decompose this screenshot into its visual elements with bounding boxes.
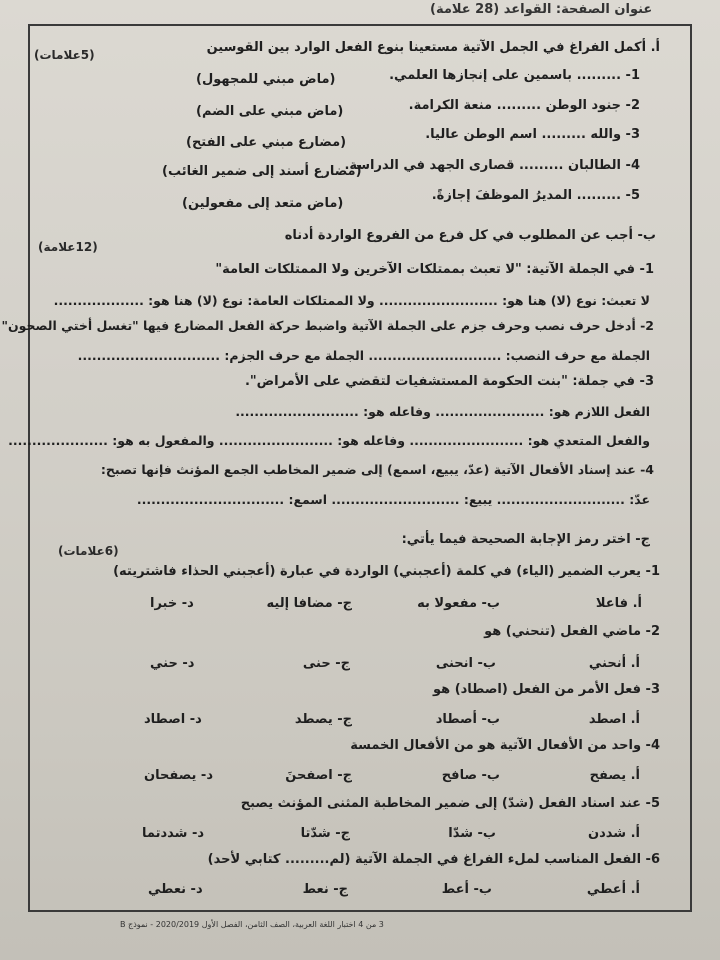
section-a-hint-4: (مضارع أسند إلى ضمير الغائب) <box>162 164 362 179</box>
q5-option-d[interactable]: د- شددتما <box>142 826 205 841</box>
section-b-line-9: عدّ: ........................... يبيع: ........................... اسمع: ............................... <box>136 492 650 507</box>
section-c-question-5: 5- عند اسناد الفعل (شدّ) إلى ضمير المخاطبة المثنى المؤنث يصبح <box>240 796 660 811</box>
page-footer: 3 من 4 اختبار اللغة العربية، الصف الثامن، الفصل الأول 2020/2019 - نموذج B <box>120 920 384 929</box>
section-b-line-7: والفعل المتعدي هو: ........................ وفاعله هو: ........................ والمفعول به هو: ..................... <box>8 433 650 448</box>
q6-option-a[interactable]: أ. أعطي <box>586 882 640 897</box>
section-a-marks: (5علامات) <box>34 48 95 62</box>
q4-option-b[interactable]: ب- صافح <box>441 768 500 783</box>
section-a-title: أ. أكمل الفراغ في الجمل الآتية مستعينا بنوع الفعل الوارد بين القوسين <box>206 40 660 55</box>
section-a-item-2: 2- جنود الوطن ......... منعة الكرامة. <box>408 98 640 113</box>
q4-option-c[interactable]: ج- اصفحنَ <box>285 768 352 783</box>
q3-option-d[interactable]: د- اصطاد <box>144 712 202 727</box>
section-b-line-3: 2- أدخل حرف نصب وحرف جزم على الجملة الآتية واضبط حركة الفعل المضارع فيها "تغسل أختي الصحون" <box>1 318 654 333</box>
section-b-line-1: 1- في الجملة الآتية: "لا تعبث بممتلكات الآخرين ولا الممتلكات العامة" <box>215 262 654 277</box>
q3-option-a[interactable]: أ. اصطد <box>588 712 640 727</box>
section-b-line-2: لا تعبث: نوع (لا) هنا هو: ......................... ولا الممتلكات العامة: نوع (لا) هنا هو: ................... <box>53 293 650 308</box>
section-a-item-3: 3- والله ......... اسم الوطن عاليا. <box>425 127 640 142</box>
section-b-line-6: الفعل اللازم هو: ....................... وفاعله هو: .......................... <box>235 404 650 419</box>
q5-option-c[interactable]: ج- شدّتا <box>300 826 350 841</box>
section-c-title: ج- اختر رمز الإجابة الصحيحة فيما يأتي: <box>401 532 650 547</box>
q6-option-d[interactable]: د- نعطي <box>148 882 203 897</box>
section-b-line-5: 3- في جملة: "بنت الحكومة المستشفيات لتقضي على الأمراض". <box>244 374 654 389</box>
section-a-hint-1: (ماض مبني للمجهول) <box>196 72 336 87</box>
q2-option-b[interactable]: ب- انحنى <box>435 656 496 671</box>
section-b-line-8: 4- عند إسناد الأفعال الآتية (عدّ، يبيع، اسمع) إلى ضمير المخاطب الجمع المؤنث فإنها تصبح: <box>100 462 654 477</box>
section-a-item-1: 1- ......... باسمين على إنجازها العلمي. <box>389 68 640 83</box>
section-c-marks: (6علامات) <box>58 544 119 558</box>
section-c-question-6: 6- الفعل المناسب لملء الفراغ في الجملة الآتية (لم......... كتابي لأحد) <box>207 852 660 867</box>
q2-option-c[interactable]: ج- حنى <box>302 656 350 671</box>
q3-option-c[interactable]: ج- يصطد <box>294 712 352 727</box>
q1-option-d[interactable]: د- خبرا <box>150 596 194 611</box>
q2-option-d[interactable]: د- حني <box>150 656 195 671</box>
section-a-item-5: 5- ......... المديرُ الموظفَ إجازةً. <box>431 188 640 203</box>
q1-option-c[interactable]: ج- مضافا إليه <box>266 596 352 611</box>
q5-option-b[interactable]: ب- شدّا <box>448 826 496 841</box>
section-c-question-3: 3- فعل الأمر من الفعل (اصطاد) هو <box>433 682 660 697</box>
q5-option-a[interactable]: أ. شددن <box>588 826 640 841</box>
q4-option-d[interactable]: د- يصفحان <box>144 768 213 783</box>
section-a-hint-3: (مضارع مبني على الفتح) <box>186 135 347 150</box>
q4-option-a[interactable]: أ. يصفح <box>589 768 640 783</box>
q6-option-c[interactable]: ج- نعط <box>302 882 348 897</box>
section-b-title: ب- أجب عن المطلوب في كل فرع من الفروع الواردة أدناه <box>284 228 656 243</box>
page-header: عنوان الصفحة: القواعد (28 علامة) <box>430 2 653 17</box>
section-c-question-2: 2- ماضي الفعل (تنحني) هو <box>484 624 660 639</box>
q6-option-b[interactable]: ب- أعط <box>441 882 492 897</box>
section-b-line-4: الجملة مع حرف النصب: ............................ الجملة مع حرف الجزم: .............................. <box>77 348 650 363</box>
q3-option-b[interactable]: ب- أصطاد <box>435 712 500 727</box>
section-a-hint-5: (ماض متعد إلى مفعولين) <box>182 196 344 211</box>
section-b-marks: (12علامة) <box>38 240 98 254</box>
section-c-question-1: 1- يعرب الضمير (الياء) في كلمة (أعجبني) الواردة في عبارة (أعجبني الحذاء فاشتريته) <box>113 564 660 579</box>
section-a-item-4: 4- الطالبان ......... قصارى الجهد في الدراسة. <box>344 158 640 173</box>
q1-option-b[interactable]: ب- مفعولا به <box>417 596 500 611</box>
section-a-hint-2: (ماض مبني على الضم) <box>196 104 344 119</box>
section-c-question-4: 4- واحد من الأفعال الآتية هو من الأفعال الخمسة <box>350 738 660 753</box>
q2-option-a[interactable]: أ. أنحني <box>588 656 640 671</box>
q1-option-a[interactable]: أ. فاعلا <box>595 596 642 611</box>
